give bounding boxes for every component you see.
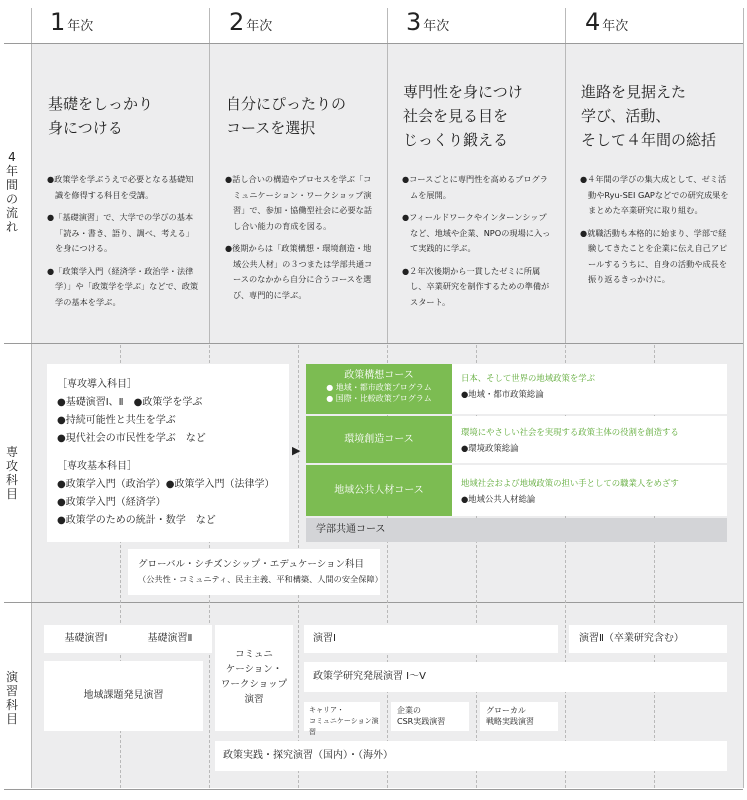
grid-line: [31, 8, 32, 788]
enshu-1: 演習Ⅰ: [304, 625, 558, 653]
year-3-heading: 専門性を身につけ 社会を見る目を じっくり鍛える: [403, 83, 523, 149]
year-2-bullets: ●話し合いの構造やプロセスを学ぶ「コミュニケーション・ワークショップ演習」で、参加・協働型社会に必要な話し合い能力の育成を図る。 ●後期からは「政策構想・環境創造・地域公共人材」の３つまたは学部共通コースのなかから自分に合うコースを選び、専門的に学ぶ。: [225, 174, 373, 300]
year-2-header: 2 年次: [229, 8, 273, 36]
intro-subject-item: ●持続可能性と共生を学ぶ: [57, 415, 176, 426]
seisaku-jissen-enshu: 政策実践・探究演習（国内）・（海外）: [215, 741, 727, 771]
intro-basic-subjects-box: [47, 364, 289, 542]
grid-line: [4, 602, 743, 603]
basic-subjects-title: ［専攻基本科目］: [57, 461, 137, 472]
glocal-senryaku-enshu: グローカル 戦略実践演習: [480, 702, 558, 731]
year-4-bullets: ●４年間の学びの集大成として、ゼミ活動やRyu-SEI GAPなどでの研究成果をまとめた卒業研究に取り組む。 ●就職活動も本格的に始まり、学部で経験してきたことを企業に伝え自己アピールするうちに、自身の活動や成長を振り返るきっかけに。: [580, 174, 729, 284]
common-course-bar: 学部共通コース: [306, 518, 727, 542]
kiso-enshu-1: 基礎演習Ⅰ: [44, 625, 128, 653]
communication-workshop-enshu: コミュニ ケーション・ ワークショップ 演習: [215, 625, 293, 731]
csr-jissen-enshu: 企業の CSR実践演習: [391, 702, 469, 731]
kiso-enshu-2: 基礎演習Ⅱ: [128, 625, 212, 653]
course-policy-design-desc: 日本、そして世界の地域政策を学ぶ ●地域・都市政策総論: [452, 364, 727, 414]
enshu-2: 演習Ⅱ（卒業研究含む）: [569, 625, 727, 653]
seminar-section-label: 演 習 科 目: [5, 670, 18, 726]
grid-line: [209, 8, 210, 343]
course-policy-design: 政策構想コース ● 地域・都市政策プログラム ● 国際・比較政策プログラム: [306, 364, 452, 414]
flow-section-label: 4 年 間 の 流 れ: [5, 150, 18, 234]
course-public-human-resources-desc: 地域社会および地域政策の担い手としての職業人をめざす ●地域公共人材総論: [452, 465, 727, 516]
year-4-header: 4 年次: [585, 8, 629, 36]
global-citizenship-box: グローバル・シチズンシップ・エデュケーション科目 （公共性・コミュニティ、民主主義、平和構築、人間の安全保障）: [128, 549, 380, 595]
career-communication-enshu: キャリア・ コミュニケーション演習: [304, 702, 380, 731]
year-2-heading: 自分にぴったりの コースを選択: [226, 95, 347, 137]
intro-subject-item: ●基礎演習Ⅰ、Ⅱ ●政策学を学ぶ: [57, 397, 203, 408]
hatten-enshu: 政策学研究発展演習 Ⅰ～Ⅴ: [304, 662, 727, 692]
year-1-header: 1 年次: [50, 8, 94, 36]
basic-subject-item: ●政策学入門（経済学）: [57, 497, 166, 508]
year-3-bullets: ●コースごとに専門性を高めるプログラムを展開。 ●フィールドワークやインターンシップなど、地域や企業、NPOの現場に入って実践的に学ぶ。 ●２年次後期から一貫したゼミに所属し、卒業研究を制作するための準備がスタート。: [402, 174, 551, 307]
course-environment: 環境創造コース: [306, 416, 452, 463]
year-1-heading: 基礎をしっかり 身につける: [48, 95, 154, 137]
chiiki-kadai-enshu: 地域課題発見演習: [44, 661, 203, 731]
course-public-human-resources: 地域公共人材コース: [306, 465, 452, 516]
grid-line: [565, 8, 566, 343]
grid-line: [4, 343, 743, 344]
basic-subject-item: ●政策学のための統計・数学 など: [57, 515, 216, 526]
year-3-header: 3 年次: [406, 8, 450, 36]
year-4-heading: 進路を見据えた 学び、活動、 そして４年間の総括: [581, 83, 717, 149]
major-section-label: 専 攻 科 目: [5, 445, 18, 501]
grid-line: [4, 789, 743, 790]
year-1-bullets: ●政策学を学ぶうえで必要となる基礎知識を修得する科目を受講。 ●「基礎演習」で、大学での学びの基本「読み・書き、語り、調べ、考える」を身につける。 ●「政策学入門（経済学・政治学・法律学）」や「政策学を学ぶ」などで、政策学の基本を学ぶ。: [47, 174, 199, 307]
grid-line: [743, 8, 744, 788]
intro-subjects-title: ［専攻導入科目］: [57, 379, 137, 390]
arrow-icon: ▶: [292, 444, 301, 457]
grid-line: [4, 43, 743, 44]
grid-line: [387, 8, 388, 343]
basic-subject-item: ●政策学入門（政治学）●政策学入門（法律学）: [57, 479, 275, 490]
intro-subject-item: ●現代社会の市民性を学ぶ など: [57, 433, 206, 444]
course-environment-desc: 環境にやさしい社会を実現する政策主体の役割を創造する ●環境政策総論: [452, 416, 727, 463]
